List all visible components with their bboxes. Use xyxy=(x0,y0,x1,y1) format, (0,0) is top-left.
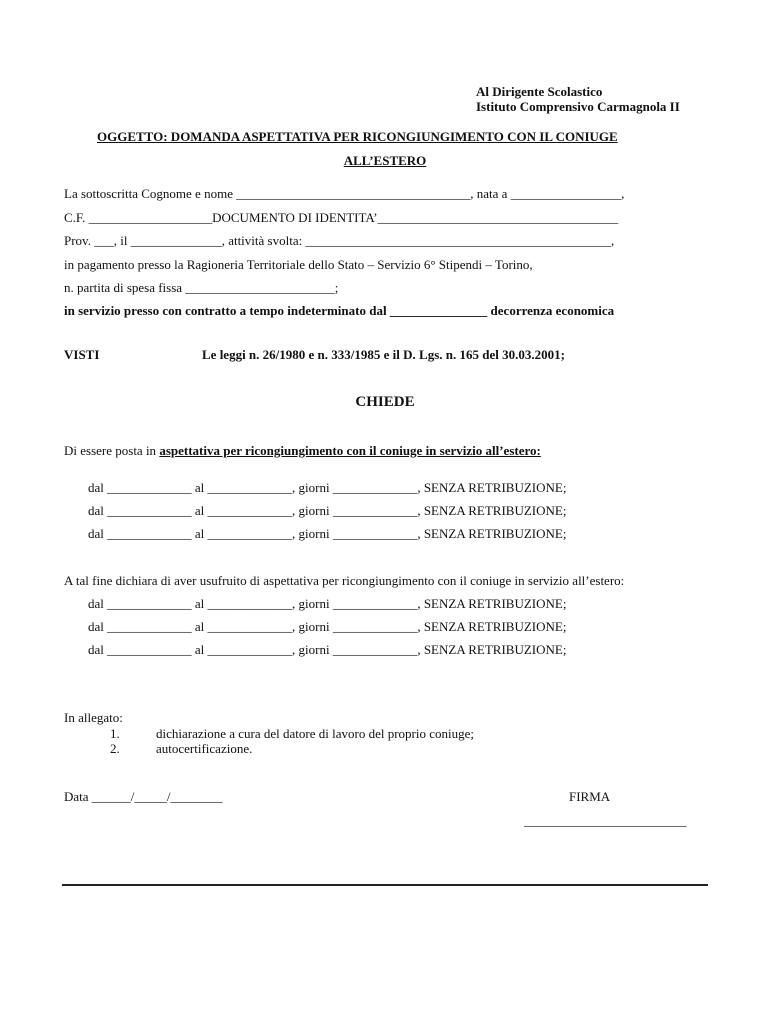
attachment-text-2: autocertificazione. xyxy=(156,741,253,756)
chiede-intro-underlined: aspettativa per ricongiungimento con il coniuge in servizio all’estero: xyxy=(159,443,541,458)
visti-text: Le leggi n. 26/1980 e n. 333/1985 e il D. Lgs. n. 165 del 30.03.2001; xyxy=(202,347,565,362)
subject-line-2: ALL’ESTERO xyxy=(343,153,427,168)
requested-period-1[interactable]: dal _____________ al _____________, giorni _____________, SENZA RETRIBUZIONE; xyxy=(88,480,567,495)
recipient-line-1: Al Dirigente Scolastico xyxy=(476,84,603,99)
signature-line[interactable]: _________________________ xyxy=(524,813,687,828)
cf-id-document-field[interactable]: C.F. ___________________DOCUMENTO DI IDENTITA’_____________________________________ xyxy=(64,210,619,225)
date-field[interactable]: Data ______/_____/________ xyxy=(64,789,223,804)
recipient-line-2: Istituto Comprensivo Carmagnola II xyxy=(476,99,680,114)
bottom-divider xyxy=(62,884,708,886)
chiede-intro-prefix: Di essere posta in xyxy=(64,443,160,458)
chiede-intro xyxy=(64,444,541,457)
attachments-heading: In allegato: xyxy=(64,710,123,725)
declaration-intro: A tal fine dichiara di aver usufruito di aspettativa per ricongiungimento con il coniuge in servizio all’estero: xyxy=(64,573,625,588)
visti-label: VISTI xyxy=(64,347,100,362)
attachment-text-1: dichiarazione a cura del datore di lavoro del proprio coniuge; xyxy=(156,726,475,741)
name-birth-field[interactable]: La sottoscritta Cognome e nome ____________________________________, nata a _________________, xyxy=(64,186,625,201)
requested-period-2[interactable]: dal _____________ al _____________, giorni _____________, SENZA RETRIBUZIONE; xyxy=(88,503,567,518)
previous-period-1[interactable]: dal _____________ al _____________, giorni _____________, SENZA RETRIBUZIONE; xyxy=(88,596,567,611)
payment-office-line: in pagamento presso la Ragioneria Territoriale dello Stato – Servizio 6° Stipendi – Torino, xyxy=(64,257,533,272)
province-date-activity-field[interactable]: Prov. ___, il ______________, attività svolta: _______________________________________________, xyxy=(64,233,615,248)
service-contract-field[interactable]: in servizio presso con contratto a tempo indeterminato dal _______________ decorrenza economica xyxy=(64,303,615,318)
signature-label: FIRMA xyxy=(569,789,611,804)
attachment-number-1: 1. xyxy=(110,726,120,741)
subject-line-1: OGGETTO: DOMANDA ASPETTATIVA PER RICONGIUNGIMENTO CON IL CONIUGE xyxy=(97,129,618,144)
previous-period-3[interactable]: dal _____________ al _____________, giorni _____________, SENZA RETRIBUZIONE; xyxy=(88,642,567,657)
previous-period-2[interactable]: dal _____________ al _____________, giorni _____________, SENZA RETRIBUZIONE; xyxy=(88,619,567,634)
expense-number-field[interactable]: n. partita di spesa fissa _______________________; xyxy=(64,280,339,295)
chiede-heading: CHIEDE xyxy=(355,394,415,410)
requested-period-3[interactable]: dal _____________ al _____________, giorni _____________, SENZA RETRIBUZIONE; xyxy=(88,526,567,541)
attachment-number-2: 2. xyxy=(110,741,120,756)
